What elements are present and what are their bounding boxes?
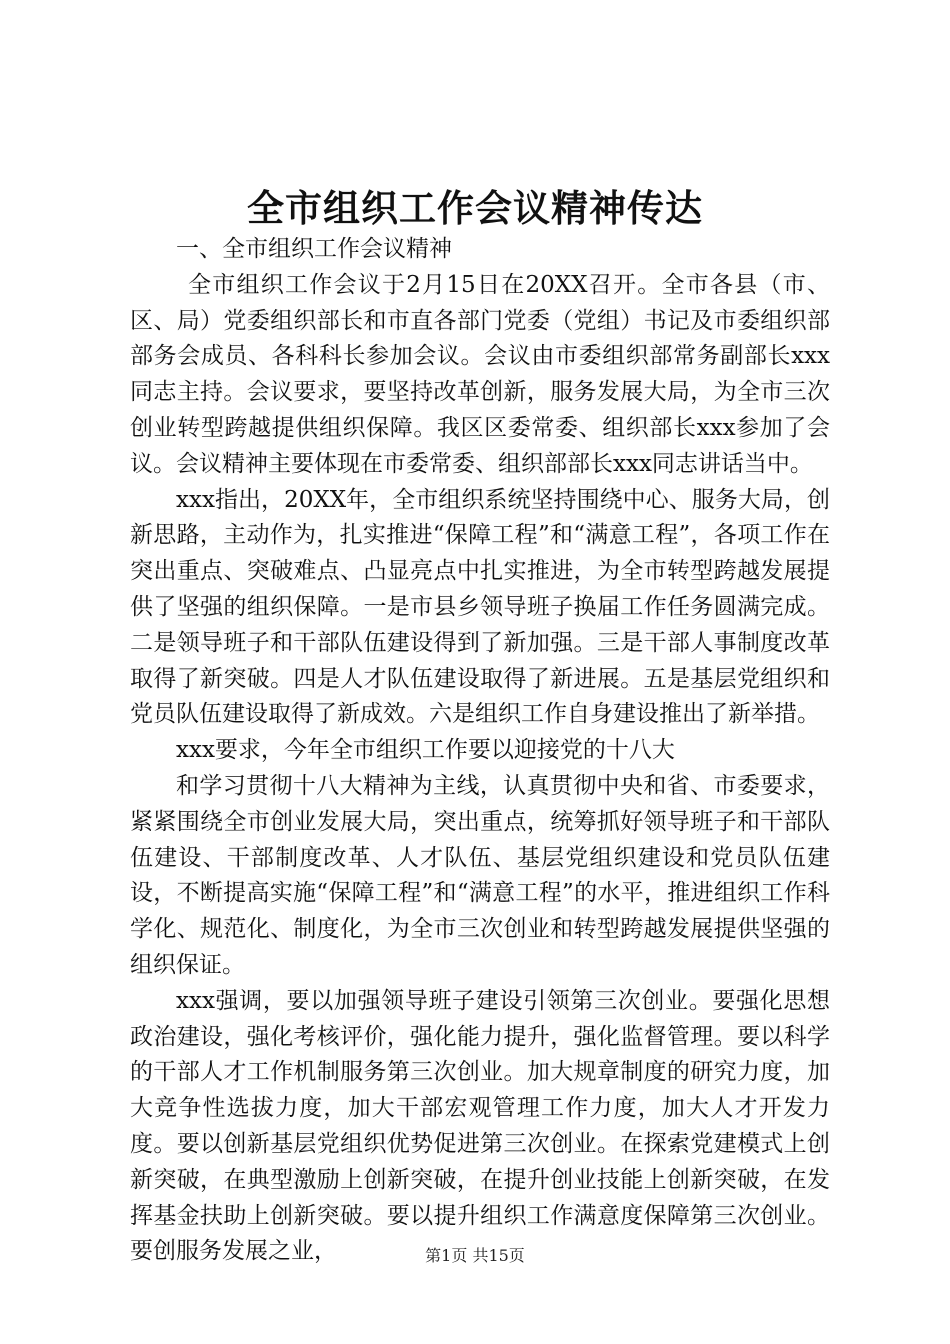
section-heading: 一、全市组织工作会议精神	[176, 236, 452, 262]
paragraph-requirements-intro: xxx要求，今年全市组织工作要以迎接党的十八大	[176, 737, 675, 764]
document-title: 全市组织工作会议精神传达	[247, 186, 703, 230]
paragraph-achievements: xxx指出，20XX年，全市组织系统坚持围绕中心、服务大局，创新思路，主动作为，扎实推进“保障工程”和“满意工程”，各项工作在突出重点、突破难点、凸显亮点中扎实推进，为全市转型跨越发展提供了坚强的组织保障。一是市县乡领导班子换届工作任务圆满完成。二是领导班子和干部队伍建设得到了新加强。三是干部人事制度改革取得了新突破。四是人才队伍建设取得了新进展。五是基层党组织和党员队伍建设取得了新成效。六是组织工作自身建设推出了新举措。	[130, 486, 830, 728]
paragraph-requirements: 和学习贯彻十八大精神为主线，认真贯彻中央和省、市委要求，紧紧围绕全市创业发展大局，突出重点，统筹抓好领导班子和干部队伍建设、干部制度改革、人才队伍、基层党组织建设和党员队伍建设，不断提高实施“保障工程”和“满意工程”的水平，推进组织工作科学化、规范化、制度化，为全市三次创业和转型跨越发展提供坚强的组织保证。	[130, 772, 830, 978]
page-number: 第1页 共15页	[425, 1246, 525, 1265]
paragraph-emphasis: xxx强调，要以加强领导班子建设引领第三次创业。要强化思想政治建设，强化考核评价，强化能力提升，强化监督管理。要以科学的干部人才工作机制服务第三次创业。加大规章制度的研究力度，加大竞争性选拔力度，加大干部宏观管理工作力度，加大人才开发力度。要以创新基层党组织优势促进第三次创业。在探索党建模式上创新突破，在典型激励上创新突破，在提升创业技能上创新突破，在发挥基金扶助上创新突破。要以提升组织工作满意度保障第三次创业。要创服务发展之业，	[130, 987, 830, 1265]
paragraph-meeting-summary: 全市组织工作会议于2月15日在20XX召开。全市各县（市、区、局）党委组织部长和市直各部门党委（党组）书记及市委组织部部务会成员、各科科长参加会议。会议由市委组织部常务副部长xxx同志主持。会议要求，要坚持改革创新，服务发展大局，为全市三次创业转型跨越提供组织保障。我区区委常委、组织部长xxx参加了会议。会议精神主要体现在市委常委、组织部部长xxx同志讲话当中。	[130, 271, 830, 477]
page-footer	[0, 1244, 950, 1268]
document-body	[130, 232, 830, 1270]
